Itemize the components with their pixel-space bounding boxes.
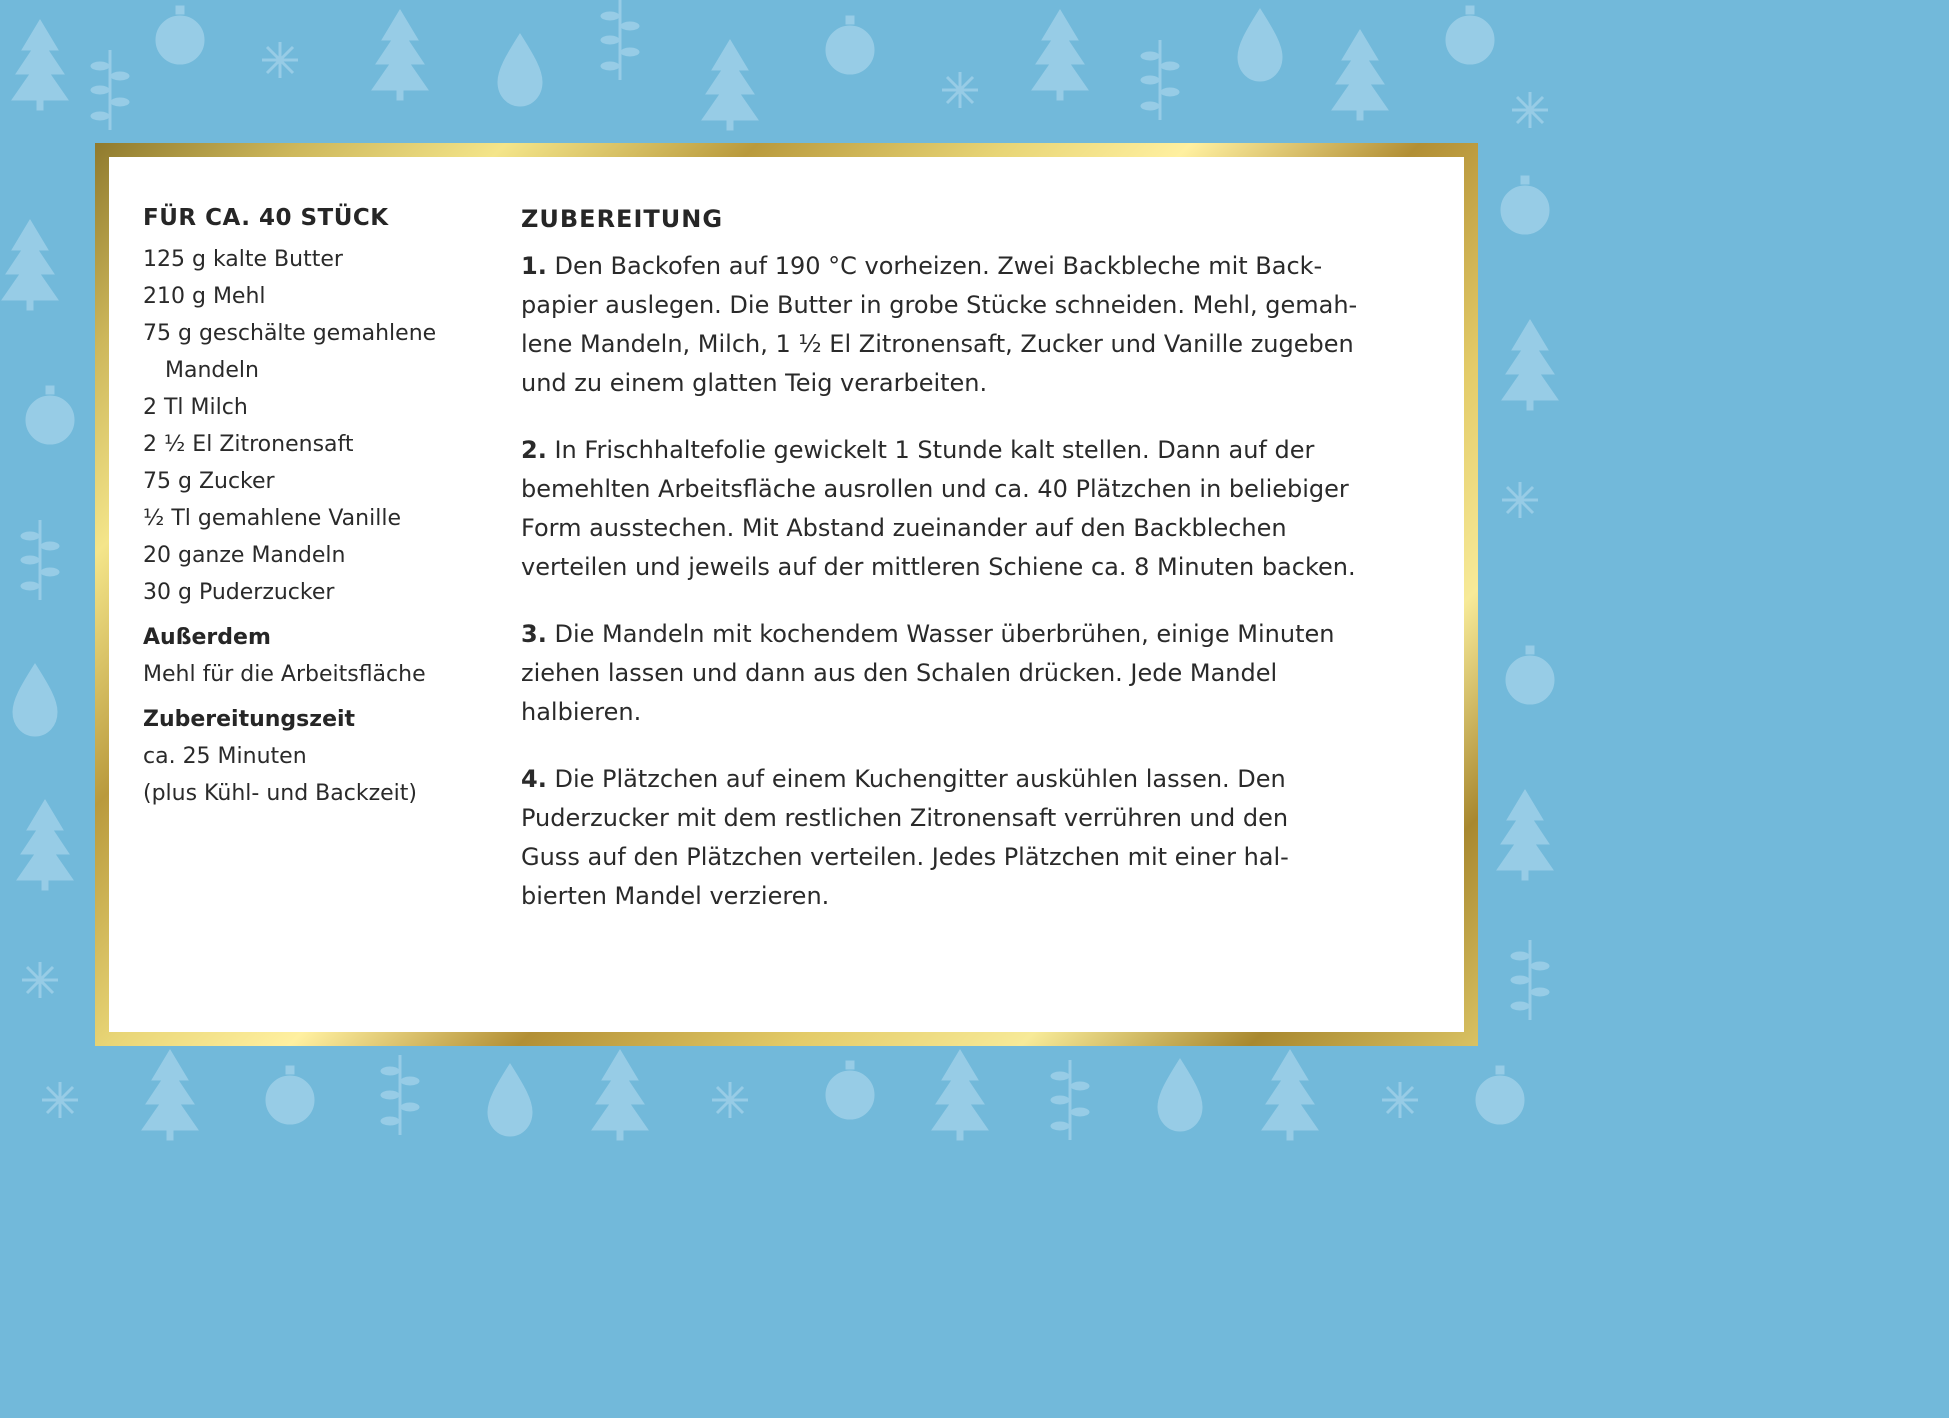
ingredient-item: 2 Tl Milch [143, 395, 248, 420]
preparation-title: ZUBEREITUNG [521, 205, 724, 233]
ingredient-item: 20 ganze Mandeln [143, 543, 346, 568]
prep-time-note: (plus Kühl- und Backzeit) [143, 781, 417, 806]
preparation-column [521, 205, 1461, 916]
prep-time-value: ca. 25 Minuten [143, 744, 307, 769]
ingredient-item: 210 g Mehl [143, 284, 266, 309]
step-line: ziehen lassen und dann aus den Schalen drücken. Jede Mandel [521, 659, 1278, 687]
ingredient-item: 75 g Zucker [143, 469, 275, 494]
ingredient-item: 2 ½ El Zitronensaft [143, 432, 354, 457]
gold-card-frame [95, 143, 1478, 1046]
step-4 [521, 760, 1461, 916]
step-line: bemehlten Arbeitsfläche ausrollen und ca. 40 Plätzchen in beliebiger [521, 475, 1349, 503]
step-2 [521, 431, 1461, 587]
step-line: In Frischhaltefolie gewickelt 1 Stunde kalt stellen. Dann auf der [554, 436, 1315, 464]
step-line: Puderzucker mit dem restlichen Zitronensaft verrühren und den [521, 804, 1289, 832]
extra-heading: Außerdem [143, 625, 271, 650]
step-line: bierten Mandel verzieren. [521, 882, 830, 910]
prep-time-heading: Zubereitungszeit [143, 707, 356, 732]
ingredient-list [143, 241, 483, 611]
ingredient-item: 125 g kalte Butter [143, 247, 343, 272]
extra-text: Mehl für die Arbeitsfläche [143, 662, 426, 687]
ingredient-item: 75 g geschälte gemahlene [143, 321, 437, 346]
step-number: 2. [521, 436, 547, 464]
step-line: Form ausstechen. Mit Abstand zueinander auf den Backblechen [521, 514, 1287, 542]
step-line: papier auslegen. Die Butter in grobe Stücke schneiden. Mehl, gemah- [521, 291, 1358, 319]
ingredients-column [143, 205, 483, 812]
step-number: 3. [521, 620, 547, 648]
step-line: Die Mandeln mit kochendem Wasser überbrühen, einige Minuten [554, 620, 1335, 648]
recipe-card [109, 157, 1464, 1032]
step-line: Den Backofen auf 190 °C vorheizen. Zwei Backbleche mit Back- [554, 252, 1323, 280]
ingredient-item: 30 g Puderzucker [143, 580, 335, 605]
ingredient-item: ½ Tl gemahlene Vanille [143, 506, 401, 531]
ingredients-title: FÜR CA. 40 STÜCK [143, 205, 389, 231]
step-number: 4. [521, 765, 547, 793]
step-number: 1. [521, 252, 547, 280]
step-line: und zu einem glatten Teig verarbeiten. [521, 369, 988, 397]
step-3 [521, 615, 1461, 732]
step-line: lene Mandeln, Milch, 1 ½ El Zitronensaft, Zucker und Vanille zugeben [521, 330, 1354, 358]
step-1 [521, 247, 1461, 403]
step-line: Guss auf den Plätzchen verteilen. Jedes Plätzchen mit einer hal- [521, 843, 1289, 871]
step-line: Die Plätzchen auf einem Kuchengitter auskühlen lassen. Den [554, 765, 1286, 793]
step-line: verteilen und jeweils auf der mittleren Schiene ca. 8 Minuten backen. [521, 553, 1356, 581]
ingredient-item-continuation: Mandeln [165, 358, 259, 383]
step-line: halbieren. [521, 698, 642, 726]
